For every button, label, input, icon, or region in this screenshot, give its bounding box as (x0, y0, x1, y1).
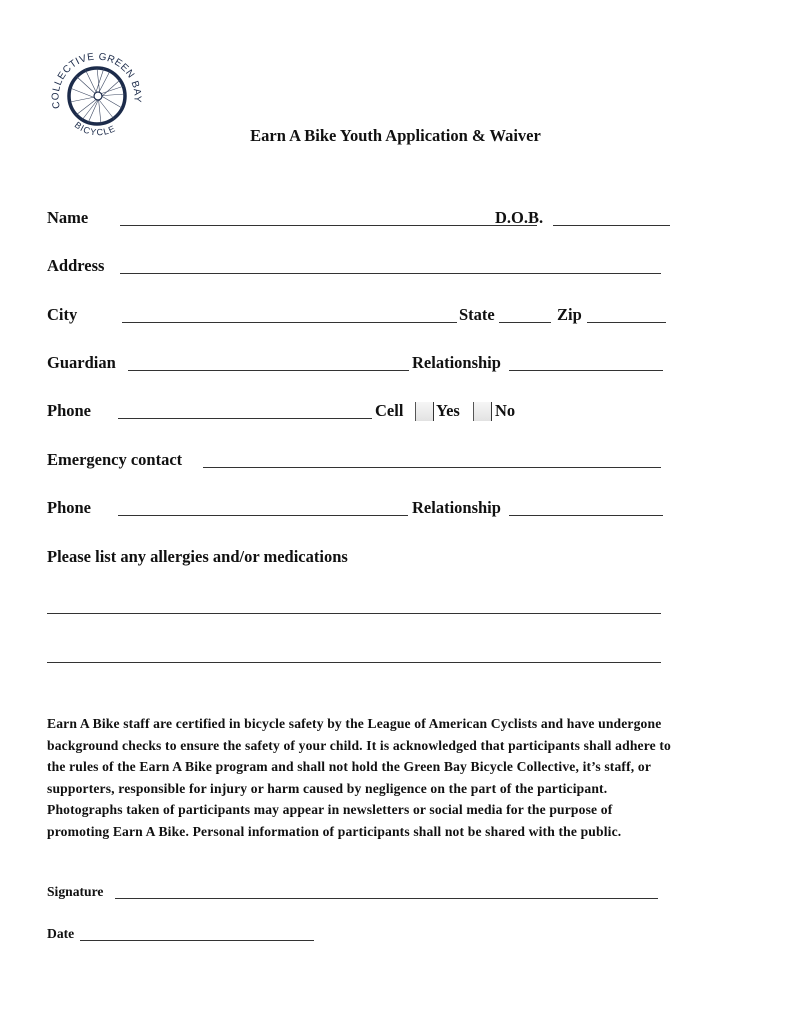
guardian-field[interactable] (128, 370, 409, 371)
city-state-zip-row (47, 305, 687, 327)
emergency-phone-field[interactable] (118, 515, 408, 516)
phone-label: Phone (47, 401, 92, 420)
name-dob-row (47, 208, 687, 230)
zip-field[interactable] (587, 322, 666, 323)
guardian-label: Guardian (47, 353, 116, 372)
signature-row (47, 884, 687, 904)
name-label: Name (47, 208, 89, 227)
cell-label: Cell (375, 401, 404, 420)
emergency-relationship-field[interactable] (509, 515, 663, 516)
waiver-line: Photographs taken of participants may appear in newsletters or social media for the purpose of (47, 802, 613, 818)
signature-field[interactable] (115, 898, 658, 899)
date-label: Date (47, 926, 75, 941)
dob-label: D.O.B. (495, 208, 544, 227)
emergency-contact-row (47, 450, 687, 472)
allergies-row (47, 547, 687, 569)
address-label: Address (47, 256, 105, 275)
emergency-contact-field[interactable] (203, 467, 661, 468)
waiver-line: supporters, responsible for injury or harm caused by negligence on the part of the participant. (47, 780, 608, 796)
city-field[interactable] (122, 322, 457, 323)
state-label: State (459, 305, 495, 324)
city-label: City (47, 305, 78, 324)
waiver-text (47, 713, 757, 843)
cell-no-label: No (495, 401, 516, 420)
allergies-field-line-1[interactable] (47, 613, 661, 614)
waiver-line: promoting Earn A Bike. Personal information of participants shall not be shared with the public. (47, 823, 622, 839)
page-title: Earn A Bike Youth Application & Waiver (250, 126, 541, 145)
name-field[interactable] (120, 225, 537, 226)
emergency-phone-label: Phone (47, 498, 92, 517)
signature-label: Signature (47, 884, 104, 899)
svg-text:BICYCLE: BICYCLE (72, 119, 118, 138)
svg-text:COLLECTIVE GREEN BAY: COLLECTIVE GREEN BAY (50, 51, 143, 110)
cell-no-checkbox[interactable] (473, 402, 492, 421)
waiver-line: Earn A Bike staff are certified in bicycle safety by the League of American Cyclists and have undergone (47, 716, 662, 731)
zip-label: Zip (557, 305, 582, 324)
date-field[interactable] (80, 940, 314, 941)
address-row (47, 256, 687, 278)
emergency-phone-row (47, 498, 687, 520)
guardian-relationship-field[interactable] (509, 370, 663, 371)
waiver-line: background checks to ensure the safety of your child. It is acknowledged that participants shall adhere to (47, 737, 672, 753)
date-row (47, 926, 687, 946)
allergies-field-line-2[interactable] (47, 662, 661, 663)
emergency-contact-label: Emergency contact (47, 450, 183, 469)
state-field[interactable] (499, 322, 551, 323)
address-field[interactable] (120, 273, 661, 274)
allergies-line-2-row (47, 645, 687, 667)
dob-field[interactable] (553, 225, 670, 226)
phone-row (47, 401, 687, 423)
emergency-relationship-label: Relationship (412, 498, 501, 517)
waiver-line: the rules of the Earn A Bike program and shall not hold the Green Bay Bicycle Collective, it’s staff, or (47, 759, 651, 775)
guardian-relationship-label: Relationship (412, 353, 501, 372)
cell-yes-checkbox[interactable] (415, 402, 434, 421)
phone-field[interactable] (118, 418, 372, 419)
allergies-line-1-row (47, 596, 687, 618)
guardian-row (47, 353, 687, 375)
cell-yes-label: Yes (436, 401, 460, 420)
allergies-label: Please list any allergies and/or medications (47, 547, 348, 566)
